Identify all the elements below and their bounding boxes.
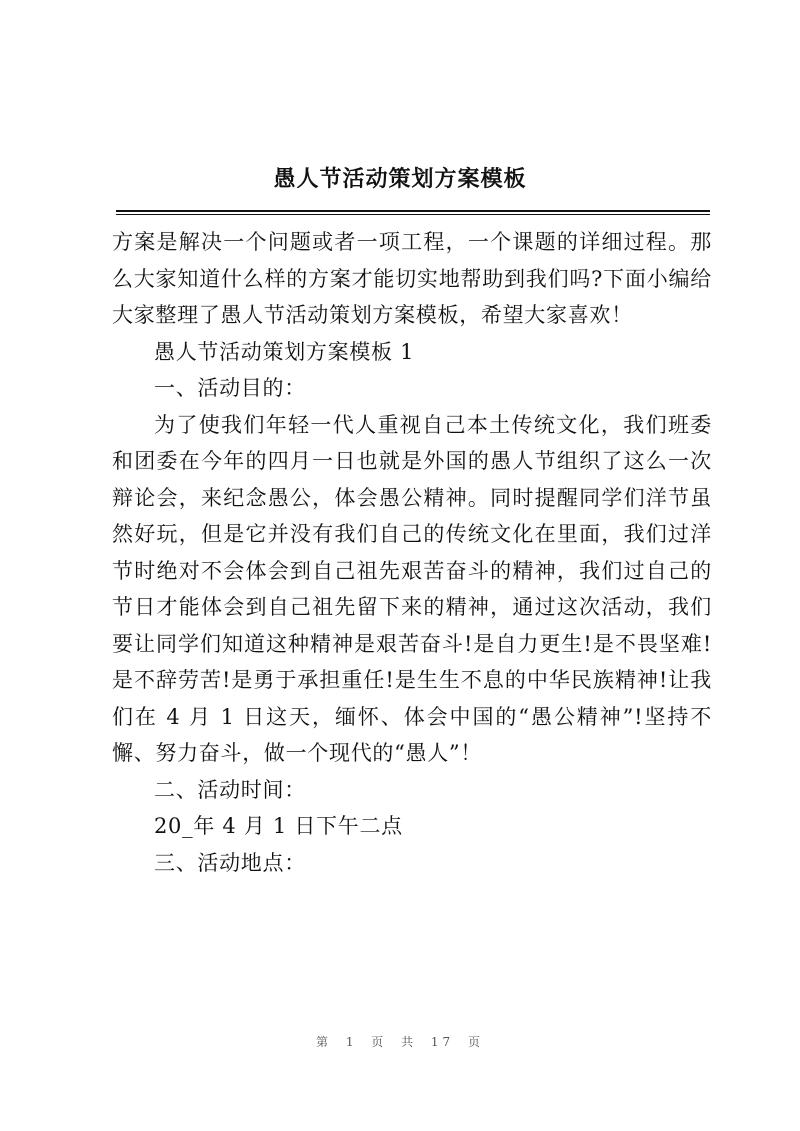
paragraph-intro: 方案是解决一个问题或者一项工程，一个课题的详细过程。那么大家知道什么样的方案才能切实地帮助到我们吗?下面小编给大家整理了愚人节活动策划方案模板，希望大家喜欢！ bbox=[112, 230, 712, 327]
page-footer: 第 1 页 共 17 页 bbox=[316, 1035, 484, 1049]
document-title: 愚人节活动策划方案模板 bbox=[273, 166, 527, 192]
title-rule-thick bbox=[116, 210, 710, 212]
paragraph-heading-purpose: 一、活动目的： bbox=[154, 376, 306, 400]
document-body bbox=[112, 224, 712, 881]
paragraph-heading-location: 三、活动地点： bbox=[154, 850, 306, 875]
title-rule-thin bbox=[116, 214, 710, 215]
paragraph-purpose-body: 为了使我们年轻一代人重视自己本土传统文化，我们班委和团委在今年的四月一日也就是外国的愚人节组织了这么一次辩论会，来纪念愚公，体会愚公精神。同时提醒同学们洋节虽然好玩，但是它并没有我们自己的传统文化在里面，我们过洋节时绝对不会体会到自己祖先艰苦奋斗的精神，我们过自己的节日才能体会到自己祖先留下来的精神，通过这次活动，我们要让同学们知道这种精神是艰苦奋斗!是自力更生!是不畏坚难!是不辞劳苦!是勇于承担重任!是生生不息的中华民族精神!让我们在 4 月 1 日这天，缅怀、体会中国的“愚公精神”!坚持不懈、努力奋斗，做一个现代的“愚人”！ bbox=[112, 412, 712, 765]
paragraph-heading-time: 二、活动时间： bbox=[154, 777, 306, 802]
paragraph-section-heading: 愚人节活动策划方案模板 1 bbox=[154, 339, 415, 364]
paragraph-time-body: 20_年 4 月 1 日下午二点 bbox=[154, 814, 403, 838]
